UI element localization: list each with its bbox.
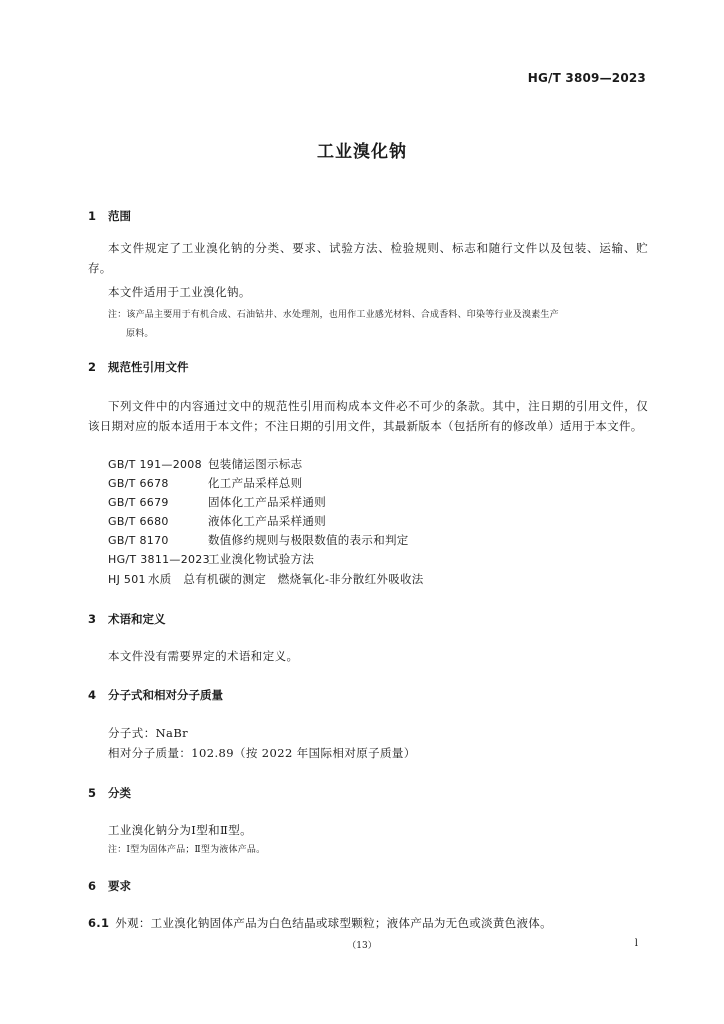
section-number: 6 bbox=[88, 879, 97, 893]
molecular-formula: 分子式：NaBr bbox=[108, 726, 189, 740]
section-number: 5 bbox=[88, 786, 97, 800]
clause-text: 外观：工业溴化钠固体产品为白色结晶或球型颗粒；液体产品为无色或淡黄色液体。 bbox=[115, 916, 552, 930]
terms-paragraph: 本文件没有需要界定的术语和定义。 bbox=[108, 649, 299, 663]
section-5-heading bbox=[88, 785, 131, 801]
section-1-heading bbox=[88, 208, 131, 224]
section-number: 1 bbox=[88, 209, 97, 223]
clause-6-1 bbox=[88, 915, 552, 931]
scope-paragraph: 本文件规定了工业溴化钠的分类、要求、试验方法、检验规则、标志和随行文件以及包装、运输、贮存。 bbox=[88, 241, 648, 275]
section-number: 4 bbox=[88, 688, 97, 702]
scope-note-line-2: 原料。 bbox=[126, 329, 154, 339]
document-title: 工业溴化钠 bbox=[317, 142, 407, 162]
reference-item: HG/T 3811—2023工业溴化物试验方法 bbox=[108, 552, 315, 566]
reference-item: GB/T 191—2008 包装储运图示标志 bbox=[108, 457, 303, 471]
section-number: 2 bbox=[88, 360, 97, 374]
reference-item: GB/T 6678 化工产品采样总则 bbox=[108, 476, 303, 490]
section-6-heading bbox=[88, 878, 131, 894]
reference-item: HJ 501 水质 总有机碳的测定 燃烧氧化-非分散红外吸收法 bbox=[108, 572, 424, 586]
page-number: （13） bbox=[347, 941, 377, 951]
section-title: 规范性引用文件 bbox=[108, 360, 189, 374]
section-title: 分子式和相对分子质量 bbox=[108, 688, 223, 702]
reference-item: GB/T 6680 液体化工产品采样通则 bbox=[108, 514, 326, 528]
scope-note-line-1: 注：该产品主要用于有机合成、石油钻井、水处理剂，也用作工业感光材料、合成香料、印染等行业及溴素生产 bbox=[108, 310, 559, 320]
section-title: 要求 bbox=[108, 879, 131, 893]
section-4-heading bbox=[88, 687, 223, 703]
molecular-mass: 相对分子质量：102.89（按 2022 年国际相对原子质量） bbox=[108, 746, 416, 760]
section-title: 分类 bbox=[108, 786, 131, 800]
reference-item: GB/T 8170 数值修约规则与极限数值的表示和判定 bbox=[108, 533, 409, 547]
section-2-heading bbox=[88, 359, 189, 375]
standard-code: HG/T 3809—2023 bbox=[527, 71, 646, 85]
scope-applicability: 本文件适用于工业溴化钠。 bbox=[108, 285, 251, 299]
section-title: 术语和定义 bbox=[108, 612, 166, 626]
section-title: 范围 bbox=[108, 209, 131, 223]
margin-mark: l bbox=[634, 938, 638, 949]
classification-note: 注：Ⅰ型为固体产品；Ⅱ型为液体产品。 bbox=[108, 845, 266, 855]
classification-paragraph: 工业溴化钠分为Ⅰ型和Ⅱ型。 bbox=[108, 823, 253, 837]
reference-item: GB/T 6679 固体化工产品采样通则 bbox=[108, 495, 326, 509]
references-paragraph: 下列文件中的内容通过文中的规范性引用而构成本文件必不可少的条款。其中，注日期的引用文件，仅该日期对应的版本适用于本文件；不注日期的引用文件，其最新版本（包括所有的修改单）适用于本文件。 bbox=[88, 399, 648, 433]
section-3-heading bbox=[88, 611, 166, 627]
section-number: 3 bbox=[88, 612, 97, 626]
clause-number: 6.1 bbox=[88, 916, 110, 930]
